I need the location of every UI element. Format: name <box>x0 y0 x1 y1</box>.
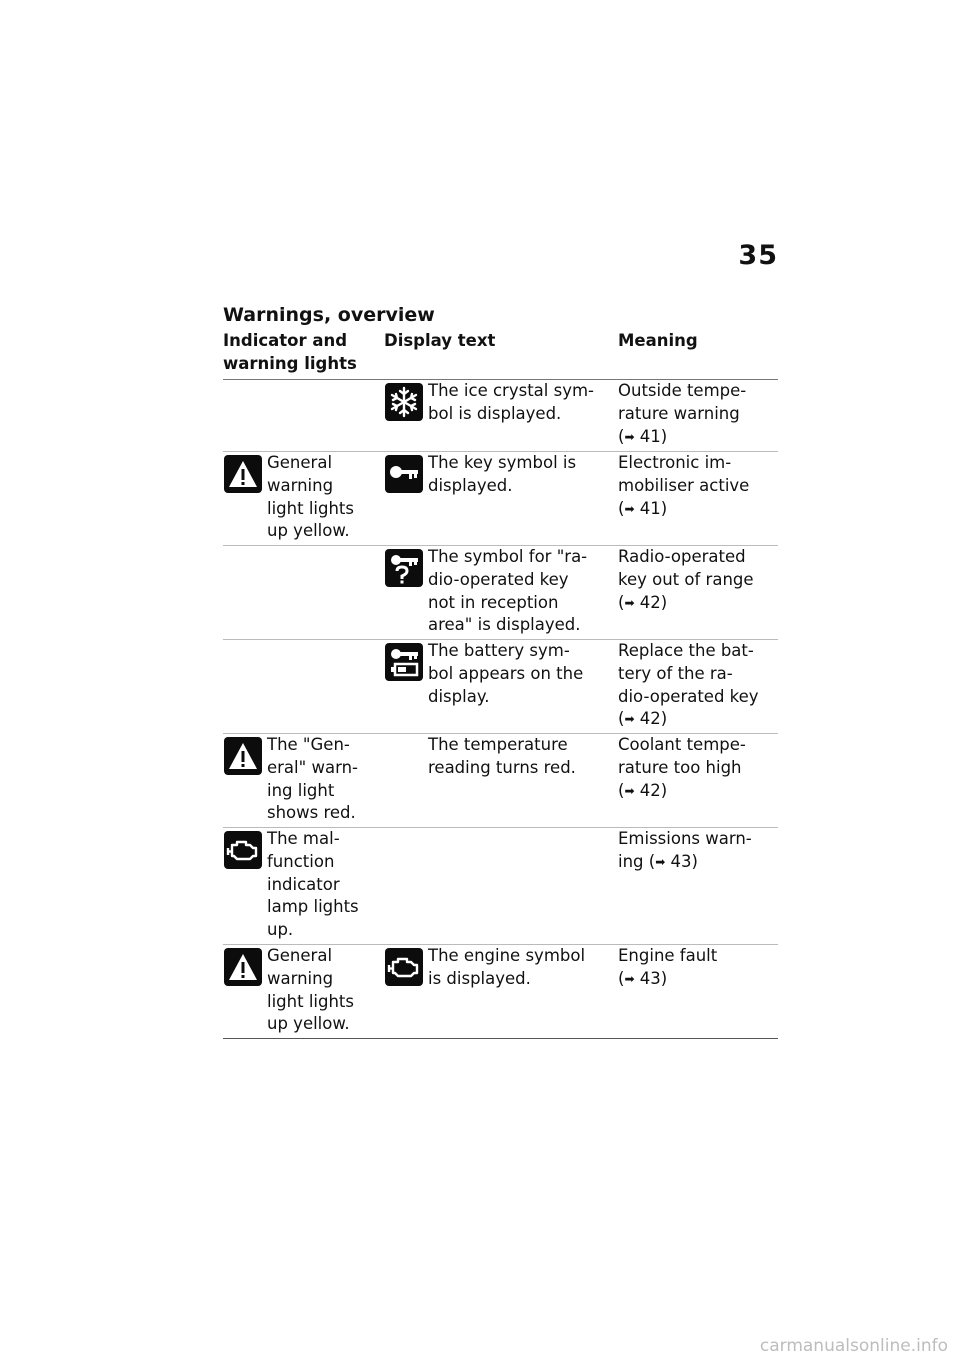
meaning-text: Replace the bat- tery of the ra- dio-operated key <box>618 641 759 706</box>
table-row <box>223 945 778 1039</box>
indicator-text: The "Gen- eral" warn- ing light shows red. <box>267 735 358 823</box>
table-row <box>223 828 778 945</box>
arrow-icon: ➡ <box>624 971 635 986</box>
page-reference[interactable]: (➡ 42) <box>618 592 668 612</box>
arrow-icon: ➡ <box>624 712 635 727</box>
arrow-icon: ➡ <box>624 501 635 516</box>
meaning-text: Outside tempe- rature warning <box>618 381 747 423</box>
warning-triangle-icon <box>224 948 262 986</box>
key-battery-icon <box>385 643 423 681</box>
page-reference[interactable]: (➡ 41) <box>618 426 668 446</box>
indicator-text: The mal- function indicator lamp lights up. <box>267 829 359 940</box>
display-text: The engine symbol is displayed. <box>428 946 586 988</box>
table-row <box>223 640 778 734</box>
meaning-text: Coolant tempe- rature too high <box>618 735 746 777</box>
header-display-text: Display text <box>384 331 496 350</box>
watermark-footer: carmanualsonline.info <box>759 1336 948 1356</box>
key-question-icon <box>385 549 423 587</box>
arrow-icon: ➡ <box>624 429 635 444</box>
table-row <box>223 452 778 546</box>
display-text: The temperature reading turns red. <box>428 735 576 777</box>
header-indicator: Indicator and warning lights <box>223 331 357 373</box>
section-title: Warnings, overview <box>223 304 435 326</box>
meaning-text: Radio-operated key out of range <box>618 547 754 589</box>
meaning-text: Engine fault <box>618 946 718 965</box>
engine-icon <box>385 948 423 986</box>
ice-crystal-icon <box>385 383 423 421</box>
arrow-icon: ➡ <box>624 595 635 610</box>
display-text: The key symbol is displayed. <box>428 453 577 495</box>
warning-triangle-icon <box>224 737 262 775</box>
page-reference[interactable]: (➡ 43) <box>618 968 668 988</box>
display-text: The symbol for "ra- dio-operated key not in reception area" is displayed. <box>428 547 588 635</box>
warning-triangle-icon <box>224 455 262 493</box>
indicator-text: General warning light lights up yellow. <box>267 946 354 1034</box>
table-row <box>223 380 778 452</box>
indicator-text: General warning light lights up yellow. <box>267 453 354 541</box>
meaning-text: Electronic im- mobiliser active <box>618 453 750 495</box>
page-reference[interactable]: (➡ 43) <box>648 851 698 871</box>
table-header <box>223 330 778 380</box>
table-row <box>223 734 778 828</box>
table-row <box>223 546 778 640</box>
page-reference[interactable]: (➡ 42) <box>618 780 668 800</box>
page-reference[interactable]: (➡ 42) <box>618 709 668 729</box>
display-text: The battery sym- bol appears on the display. <box>428 641 584 706</box>
warnings-table <box>223 330 778 1039</box>
arrow-icon: ➡ <box>624 783 635 798</box>
page-reference[interactable]: (➡ 41) <box>618 498 668 518</box>
meaning-text: Emissions warn- ing <box>618 829 752 871</box>
page-number: 35 <box>738 240 778 271</box>
header-meaning: Meaning <box>618 331 698 350</box>
display-text: The ice crystal sym- bol is displayed. <box>428 381 594 423</box>
key-icon <box>385 455 423 493</box>
engine-icon <box>224 831 262 869</box>
arrow-icon: ➡ <box>655 854 666 869</box>
